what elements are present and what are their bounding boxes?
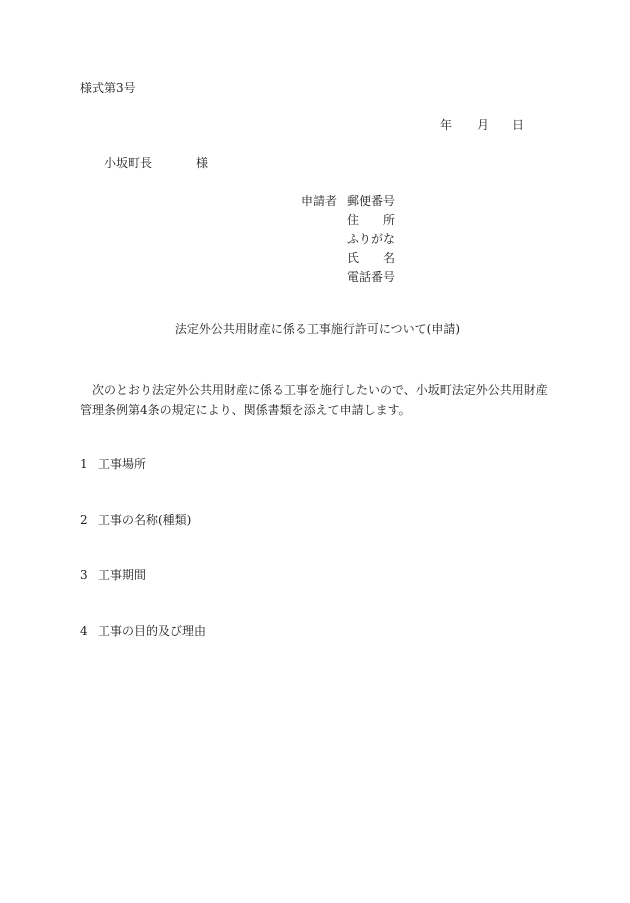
item-construction-period xyxy=(80,569,146,581)
item-construction-location xyxy=(80,458,146,470)
item-label: 工事場所 xyxy=(98,457,147,471)
form-number: 様式第3号 xyxy=(80,81,136,95)
item-construction-name xyxy=(80,514,191,526)
item-label: 工事の目的及び理由 xyxy=(98,624,207,638)
date-day-label: 日 xyxy=(512,118,525,132)
applicant-label: 申請者 xyxy=(301,194,338,208)
addressee-name: 小坂町長 xyxy=(104,156,153,170)
applicant-furigana-label: ふりがな xyxy=(347,232,396,246)
item-label: 工事の名称(種類) xyxy=(98,513,192,527)
item-number: 4 xyxy=(80,624,88,638)
date-line xyxy=(440,119,530,133)
item-construction-purpose xyxy=(80,625,206,637)
body-text: 次のとおり法定外公共用財産に係る工事を施行したいので、小坂町法定外公共用財産管理条例第4条の規定により、関係書類を添えて申請します。 xyxy=(80,383,548,417)
item-number: 2 xyxy=(80,513,88,527)
document-title: 法定外公共用財産に係る工事施行許可について(申請) xyxy=(174,322,461,336)
item-label: 工事期間 xyxy=(98,568,147,582)
applicant-postal-code-label: 郵便番号 xyxy=(347,194,396,208)
addressee-honorific: 様 xyxy=(196,156,209,170)
applicant-phone-label: 電話番号 xyxy=(347,270,396,284)
item-number: 1 xyxy=(80,457,88,471)
applicant-address-label: 住 所 xyxy=(347,213,395,227)
date-year-label: 年 xyxy=(440,118,453,132)
item-number: 3 xyxy=(80,568,88,582)
body-paragraph xyxy=(80,380,550,420)
date-month-label: 月 xyxy=(477,118,490,132)
applicant-name-label: 氏 名 xyxy=(347,251,395,265)
